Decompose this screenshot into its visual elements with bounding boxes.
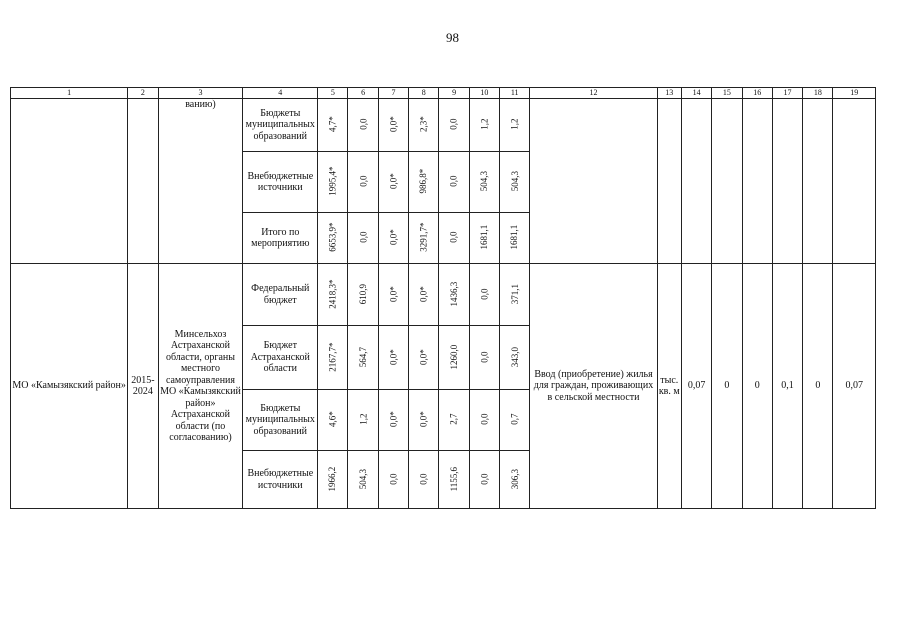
value-cell: 0,0* <box>388 173 399 190</box>
funding-source: Бюджет Астраханской области <box>243 326 318 390</box>
indicator-value: 0,1 <box>772 264 802 509</box>
value-cell: 610,9 <box>357 283 368 305</box>
value-cell: 0,0 <box>479 413 490 426</box>
value-cell: 2167,7* <box>327 342 338 372</box>
indicator-value: 0,07 <box>681 264 711 509</box>
indicator-value: 0 <box>742 264 772 509</box>
value-cell: 6653,9* <box>327 222 338 253</box>
value-cell: 4,6* <box>327 411 338 428</box>
value-cell: 0,0* <box>388 116 399 133</box>
col-number: 3 <box>158 88 243 99</box>
value-cell: 0,0 <box>448 231 459 244</box>
value-cell: 0,0* <box>388 411 399 428</box>
value-cell: 504,3 <box>479 171 490 192</box>
table-row <box>11 99 876 152</box>
funding-source: Федеральный бюджет <box>243 264 318 326</box>
value-cell: 1966,2 <box>327 466 338 492</box>
value-cell: 1,2 <box>479 118 490 131</box>
municipality-cell-empty <box>11 99 128 264</box>
program-table <box>10 87 876 509</box>
col-number: 8 <box>409 88 439 99</box>
col-number: 11 <box>500 88 530 99</box>
value-cell: 0,0 <box>479 473 490 485</box>
indicator-value: 0 <box>712 264 742 509</box>
col-number: 19 <box>833 88 876 99</box>
col-number: 17 <box>772 88 802 99</box>
funding-source: Итого по мероприятию <box>243 213 318 264</box>
col-number: 2 <box>128 88 158 99</box>
value-cell: 0,0* <box>388 349 399 365</box>
value-cell: 0,0* <box>418 411 429 428</box>
column-number-row <box>11 88 876 99</box>
period-cell-empty <box>128 99 158 264</box>
value-cell: 1681,1 <box>479 225 490 250</box>
unit-cell: тыс. кв. м <box>657 264 681 509</box>
indicator-value: 0 <box>803 264 833 509</box>
value-cell: 0,7 <box>509 413 520 426</box>
funding-source: Бюджеты муниципальных образований <box>243 99 318 152</box>
value-cell: 4,7* <box>327 116 338 133</box>
value-cell: 504,3 <box>509 171 520 192</box>
col-number: 9 <box>439 88 469 99</box>
value-cell: 371,1 <box>509 283 520 305</box>
executor-cell: ванию) <box>158 99 243 264</box>
value-cell: 564,7 <box>357 346 368 368</box>
page-number: 98 <box>446 30 459 45</box>
value-cell: 986,8* <box>418 169 429 194</box>
value-cell: 1681,1 <box>509 225 520 250</box>
value-cell: 2418,3* <box>327 279 338 309</box>
value-cell: 0,0 <box>418 473 429 485</box>
value-cell: 1436,3 <box>448 281 459 307</box>
value-cell: 0,0* <box>388 229 399 246</box>
value-cell: 306,3 <box>509 468 520 490</box>
col-number: 14 <box>681 88 711 99</box>
executor-cell: Минсельхоз Астраханской области, органы местного самоуправления МО «Камызякский район» Астраханской области (по согласованию) <box>158 264 243 509</box>
value-cell: 2,7 <box>448 413 459 426</box>
value-cell: 343,0 <box>509 346 520 368</box>
col-number: 4 <box>243 88 318 99</box>
col-number: 13 <box>657 88 681 99</box>
value-cell: 2,3* <box>418 116 429 133</box>
value-cell: 0,0 <box>448 118 459 131</box>
value-cell: 1155,6 <box>448 466 459 492</box>
value-cell: 0,0* <box>418 286 429 302</box>
value-cell: 0,0 <box>479 288 490 300</box>
value-cell: 1260,0 <box>448 344 459 370</box>
col-number: 1 <box>11 88 128 99</box>
municipality-cell: МО «Камызякский район» <box>11 264 128 509</box>
funding-source: Внебюджетные источники <box>243 451 318 509</box>
col-number: 18 <box>803 88 833 99</box>
value-cell: 1995,4* <box>327 166 338 197</box>
value-cell: 0,0 <box>448 175 459 188</box>
program-table-sheet <box>10 87 876 509</box>
value-cell: 0,0 <box>357 118 368 131</box>
col-number: 15 <box>712 88 742 99</box>
col-number: 5 <box>318 88 348 99</box>
value-cell: 1,2 <box>357 413 368 426</box>
value-cell: 504,3 <box>357 468 368 490</box>
col-number: 10 <box>469 88 499 99</box>
indicator-cell-empty <box>530 99 657 264</box>
value-cell: 0,0 <box>357 231 368 244</box>
col-number: 12 <box>530 88 657 99</box>
col-number: 7 <box>378 88 408 99</box>
value-cell: 0,0 <box>479 351 490 363</box>
value-cell: 0,0* <box>388 286 399 302</box>
indicator-value: 0,07 <box>833 264 876 509</box>
value-cell: 1,2 <box>509 118 520 131</box>
value-cell: 0,0* <box>418 349 429 365</box>
col-number: 16 <box>742 88 772 99</box>
value-cell: 0,0 <box>388 473 399 485</box>
funding-source: Бюджеты муниципальных образований <box>243 390 318 451</box>
table-row <box>11 264 876 326</box>
funding-source: Внебюджетные источники <box>243 152 318 213</box>
value-cell: 3291,7* <box>418 222 429 253</box>
value-cell: 0,0 <box>357 175 368 188</box>
period-cell: 2015-2024 <box>128 264 158 509</box>
indicator-name: Ввод (приобретение) жилья для граждан, проживающих в сельской местности <box>530 264 657 509</box>
col-number: 6 <box>348 88 378 99</box>
